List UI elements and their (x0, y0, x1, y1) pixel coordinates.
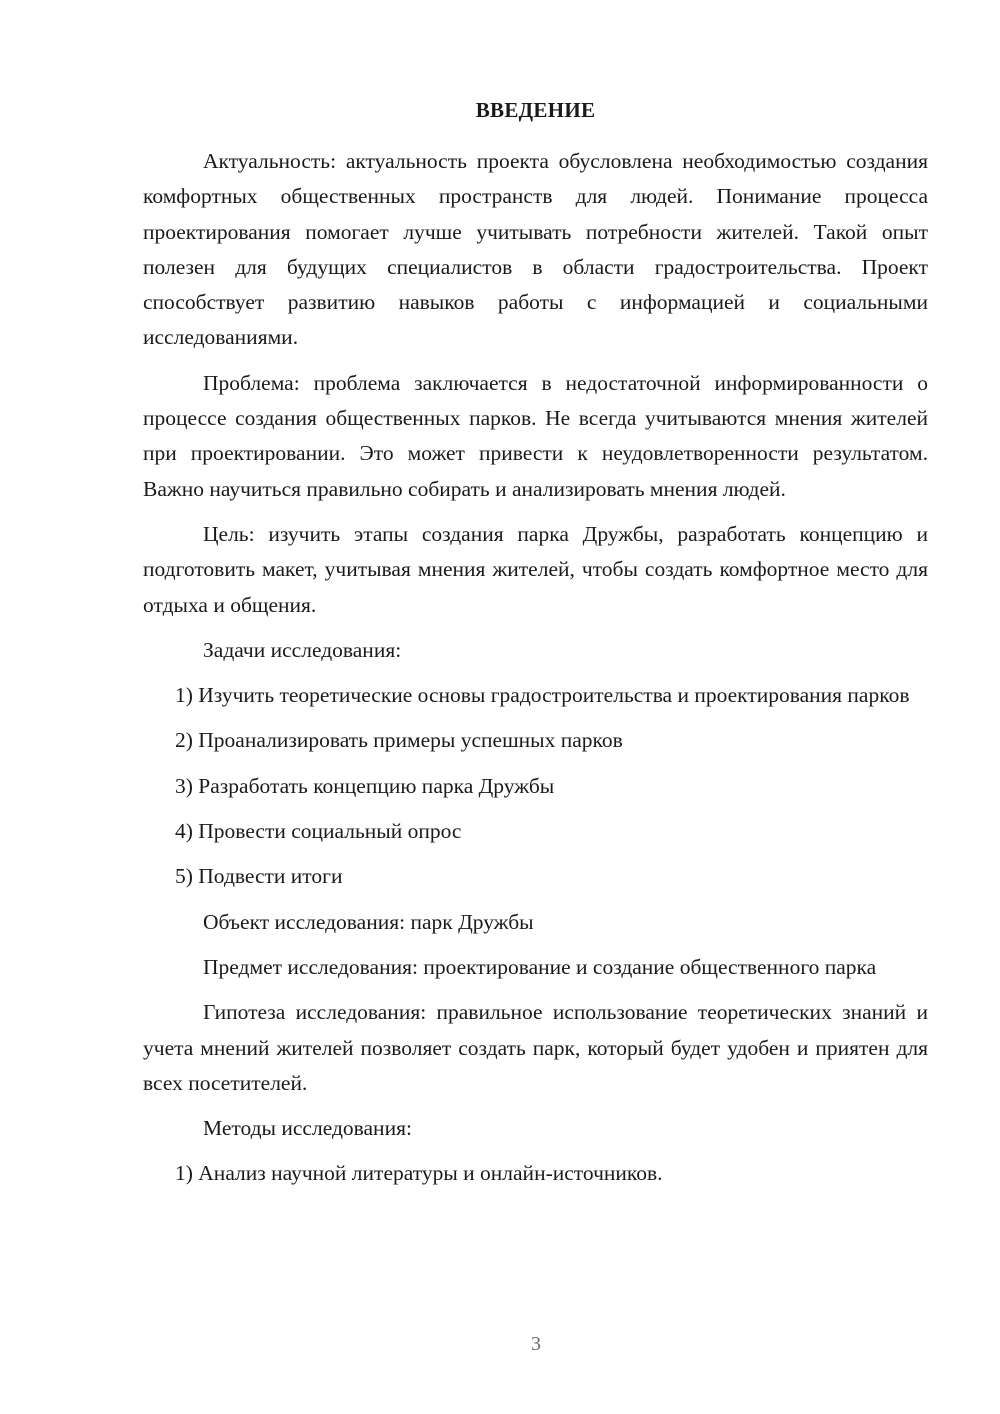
object-paragraph: Объект исследования: парк Дружбы (203, 909, 534, 934)
task-item-4: 4) Провести социальный опрос (175, 819, 462, 844)
hypothesis-paragraph: Гипотеза исследования: правильное использование теоретических знаний и учета мнений жителей позволяет создать парк, который будет удобен и приятен для всех посетителей. (143, 1000, 928, 1095)
goal-paragraph: Цель: изучить этапы создания парка Дружбы, разработать концепцию и подготовить макет, учитывая мнения жителей, чтобы создать комфортное место для отдыха и общения. (143, 521, 928, 617)
relevance-paragraph: Актуальность: актуальность проекта обусловлена необходимостью создания комфортных общественных пространств для людей. Понимание процесса проектирования помогает лучше учитывать потребности жителей. Такой опыт полезен для будущих специалистов в области градостроительства. Проект способствует развитию навыков работы с информацией и социальными исследованиями. (143, 149, 928, 350)
method-item-1: 1) Анализ научной литературы и онлайн-источников. (175, 1161, 663, 1186)
document-page (143, 96, 928, 1192)
methods-heading: Методы исследования: (203, 1116, 412, 1141)
task-item-3: 3) Разработать концепцию парка Дружбы (175, 773, 555, 798)
page-number: 3 (531, 1333, 541, 1355)
subject-paragraph: Предмет исследования: проектирование и создание общественного парка (203, 954, 877, 979)
tasks-heading: Задачи исследования: (203, 637, 402, 662)
problem-paragraph: Проблема: проблема заключается в недостаточной информированности о процессе создания общественных парков. Не всегда учитываются мнения жителей при проектировании. Это может привести к неудовлетворенности результатом. Важно научиться правильно собирать и анализировать мнения людей. (143, 370, 928, 501)
task-item-1: 1) Изучить теоретические основы градостроительства и проектирования парков (175, 683, 910, 708)
task-item-5: 5) Подвести итоги (175, 864, 343, 889)
task-item-2: 2) Проанализировать примеры успешных парков (175, 728, 623, 753)
page-title: ВВЕДЕНИЕ (475, 98, 596, 122)
